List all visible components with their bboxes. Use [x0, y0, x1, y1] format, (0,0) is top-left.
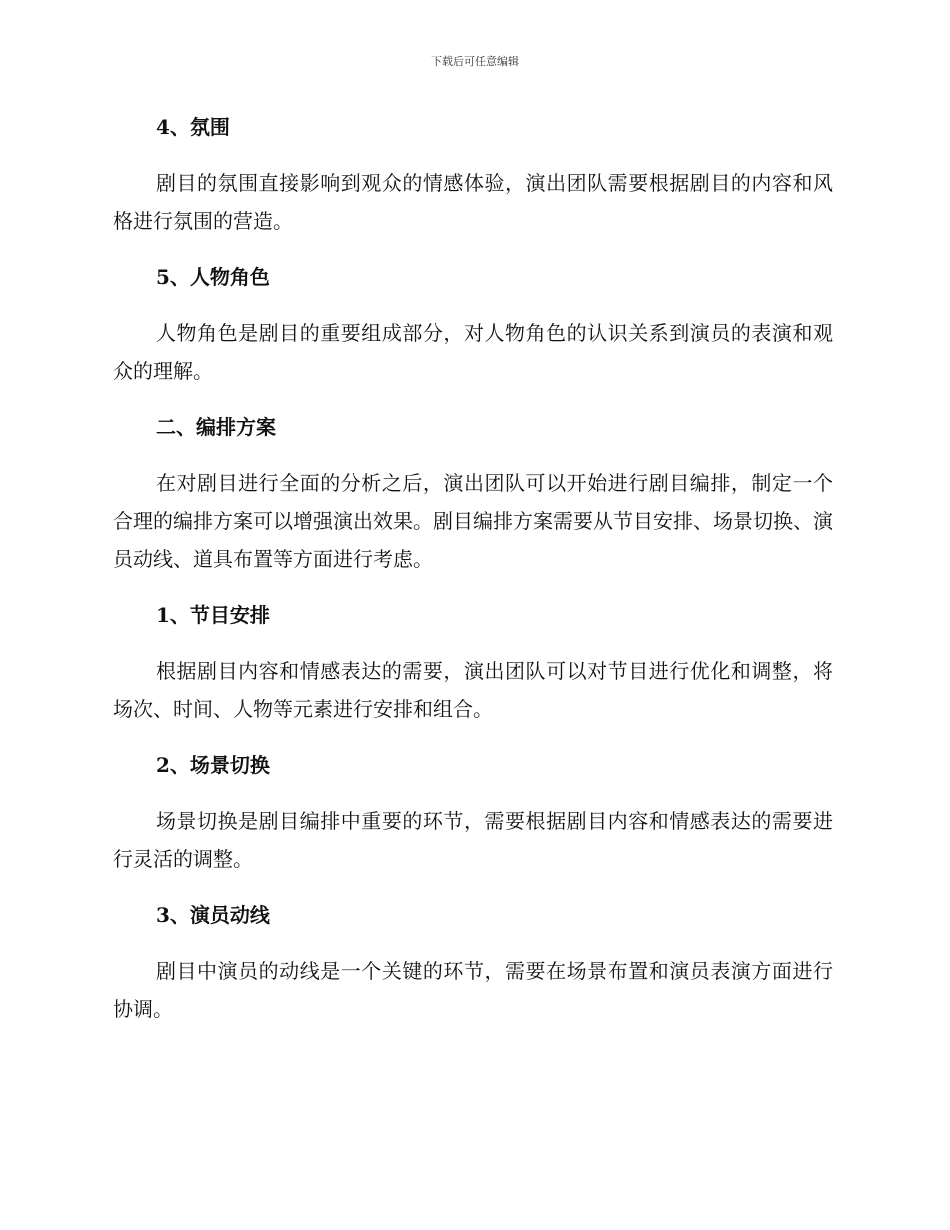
section-heading: 4、氛围 [156, 115, 230, 139]
section-atmosphere [113, 108, 833, 258]
page-header-note: 下载后可任意编辑 [431, 55, 519, 68]
section-program-schedule [113, 596, 833, 746]
section-heading: 5、人物角色 [156, 265, 270, 289]
section-paragraph: 根据剧目内容和情感表达的需要，演出团队可以对节目进行优化和调整，将场次、时间、人物等元素进行安排和组合。 [113, 659, 833, 721]
section-characters [113, 258, 833, 408]
section-heading: 2、场景切换 [156, 753, 270, 777]
section-paragraph: 在对剧目进行全面的分析之后，演出团队可以开始进行剧目编排，制定一个合理的编排方案可以增强演出效果。剧目编排方案需要从节目安排、场景切换、演员动线、道具布置等方面进行考虑。 [113, 471, 833, 571]
section-scene-switching [113, 746, 833, 896]
section-paragraph: 场景切换是剧目编排中重要的环节，需要根据剧目内容和情感表达的需要进行灵活的调整。 [113, 809, 833, 871]
section-heading: 1、节目安排 [156, 603, 270, 627]
section-arrangement-plan [113, 408, 833, 596]
document-body [113, 108, 833, 1028]
section-actor-blocking [113, 896, 833, 1028]
section-paragraph: 剧目中演员的动线是一个关键的环节，需要在场景布置和演员表演方面进行协调。 [113, 959, 833, 1021]
section-paragraph: 剧目的氛围直接影响到观众的情感体验，演出团队需要根据剧目的内容和风格进行氛围的营造。 [113, 171, 833, 233]
section-paragraph: 人物角色是剧目的重要组成部分，对人物角色的认识关系到演员的表演和观众的理解。 [113, 321, 833, 383]
section-heading: 3、演员动线 [156, 903, 270, 927]
section-heading: 二、编排方案 [156, 415, 276, 439]
